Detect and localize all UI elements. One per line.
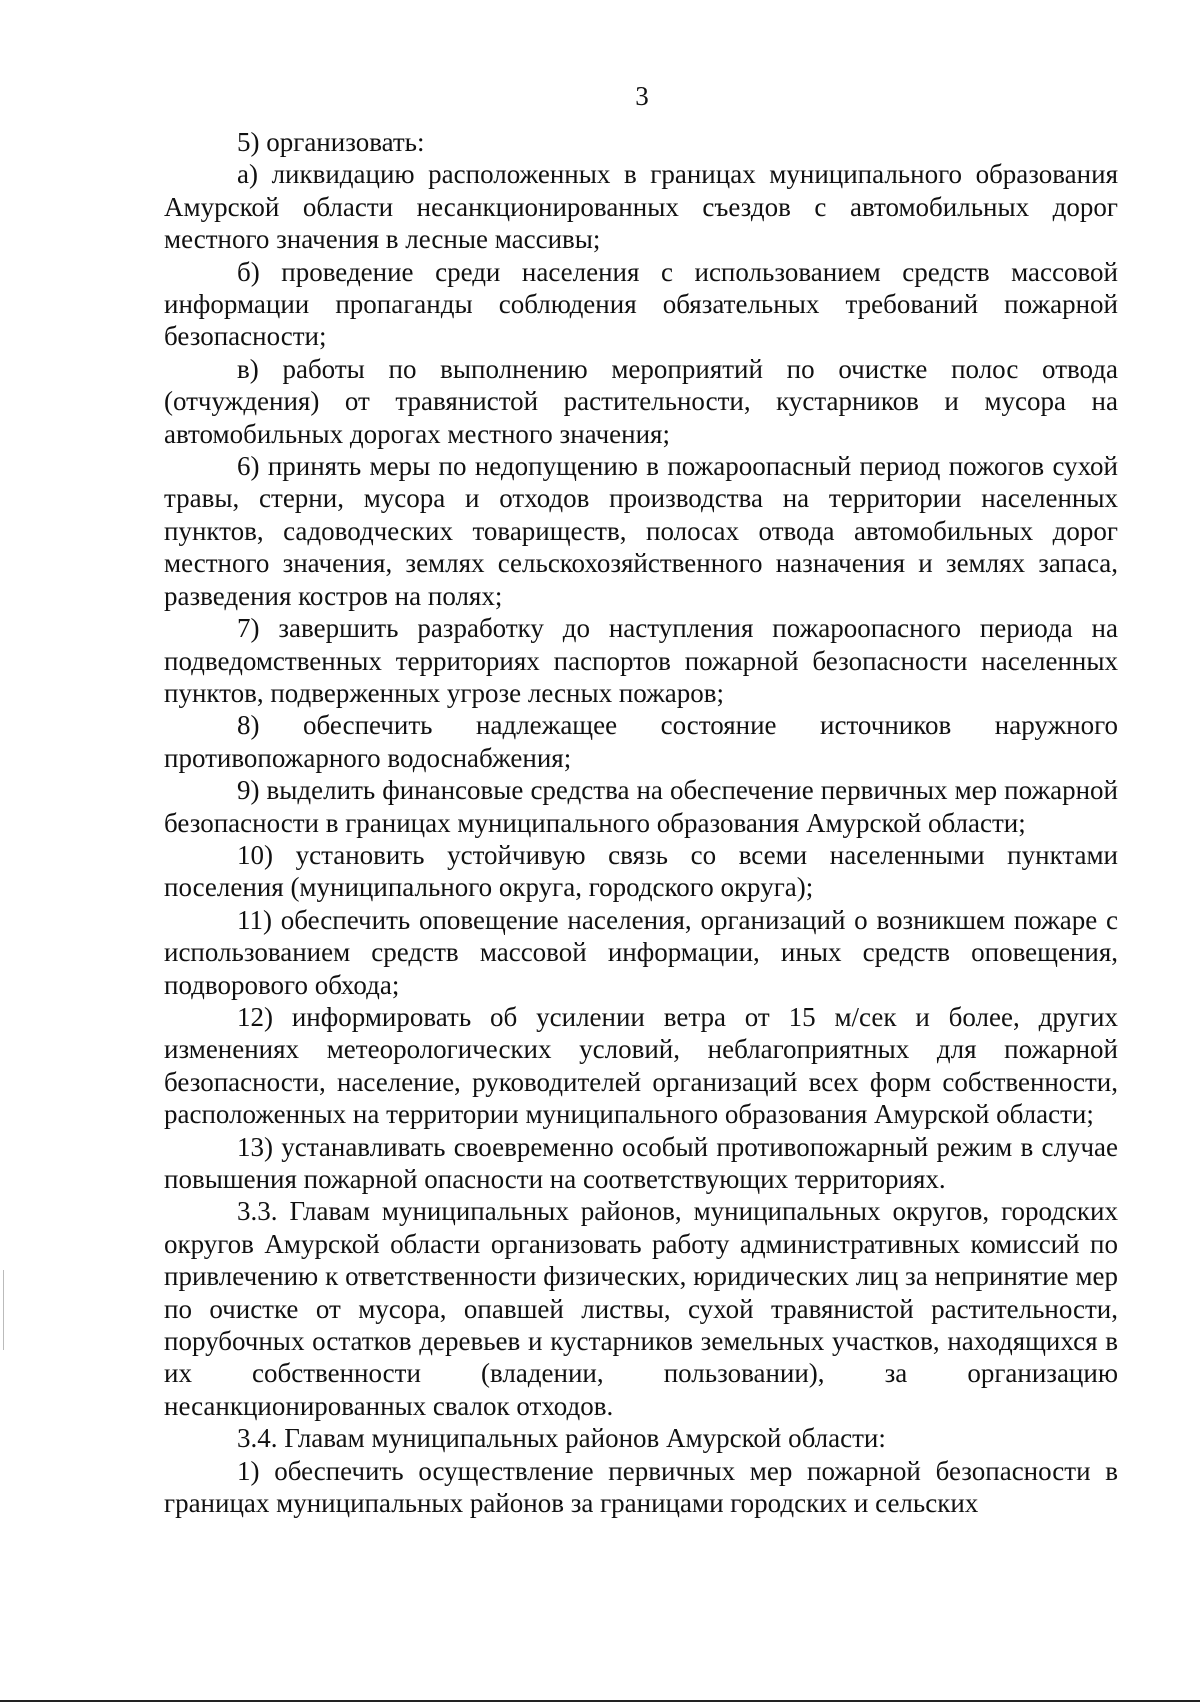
paragraph-12: 12) информировать об усилении ветра от 15 м/сек и более, других изменениях метеорологических условий, неблагоприятных для пожарной безопасности, население, руководителей организаций всех форм собственности, расположенных на территории муниципального образования Амурской области; [164, 1001, 1118, 1130]
paragraph-5a: а) ликвидацию расположенных в границах муниципального образования Амурской области несанкционированных съездов с автомобильных дорог местного значения в лесные массивы; [164, 159, 1118, 255]
paragraph-5b: б) проведение среди населения с использованием средств массовой информации пропаганды соблюдения обязательных требований пожарной безопасности; [164, 256, 1118, 352]
paragraph-9: 9) выделить финансовые средства на обеспечение первичных мер пожарной безопасности в границах муниципального образования Амурской области; [164, 775, 1118, 838]
page-number: 3 [635, 81, 649, 111]
scan-edge-mark [3, 1270, 4, 1350]
paragraph-3-4-1: 1) обеспечить осуществление первичных мер пожарной безопасности в границах муниципальных районов за границами городских и сельских [164, 1455, 1118, 1519]
paragraph-7: 7) завершить разработку до наступления пожароопасного периода на подведомственных территориях паспортов пожарной безопасности населенных пунктов, подверженных угрозе лесных пожаров; [164, 613, 1118, 708]
document-body [164, 126, 1118, 1519]
paragraph-11: 11) обеспечить оповещение населения, организаций о возникшем пожаре с использованием средств массовой информации, иных средств оповещения, подворового обхода; [164, 904, 1118, 1000]
paragraph-5-organize: 5) организовать: [237, 127, 425, 157]
paragraph-10: 10) установить устойчивую связь со всеми населенными пунктами поселения (муниципального округа, городского округа); [164, 839, 1118, 903]
paragraph-6: 6) принять меры по недопущению в пожароопасный период пожогов сухой травы, стерни, мусора и отходов производства на территории населенных пунктов, садоводческих товариществ, полосах отвода автомобильных дорог местного значения, землях сельскохозяйственного назначения и землях запаса, разведения костров на полях; [164, 451, 1118, 611]
bottom-scan-rule [0, 1700, 1200, 1702]
paragraph-8: 8) обеспечить надлежащее состояние источников наружного противопожарного водоснабжения; [164, 710, 1118, 773]
paragraph-5v: в) работы по выполнению мероприятий по очистке полос отвода (отчуждения) от травянистой растительности, кустарников и мусора на автомобильных дорогах местного значения; [164, 353, 1118, 449]
paragraph-13: 13) устанавливать своевременно особый противопожарный режим в случае повышения пожарной опасности на соответствующих территориях. [164, 1131, 1118, 1194]
paragraph-3-4: 3.4. Главам муниципальных районов Амурской области: [237, 1423, 886, 1454]
paragraph-3-3: 3.3. Главам муниципальных районов, муниципальных округов, городских округов Амурской области организовать работу административных комиссий по привлечению к ответственности физических, юридических лиц за непринятие мер по очистке от мусора, опавшей листвы, сухой травянистой растительности, порубочных остатков деревьев и кустарников земельных участков, находящихся в их собственности (владении, пользовании), за организацию несанкционированных свалок отходов. [164, 1196, 1118, 1421]
